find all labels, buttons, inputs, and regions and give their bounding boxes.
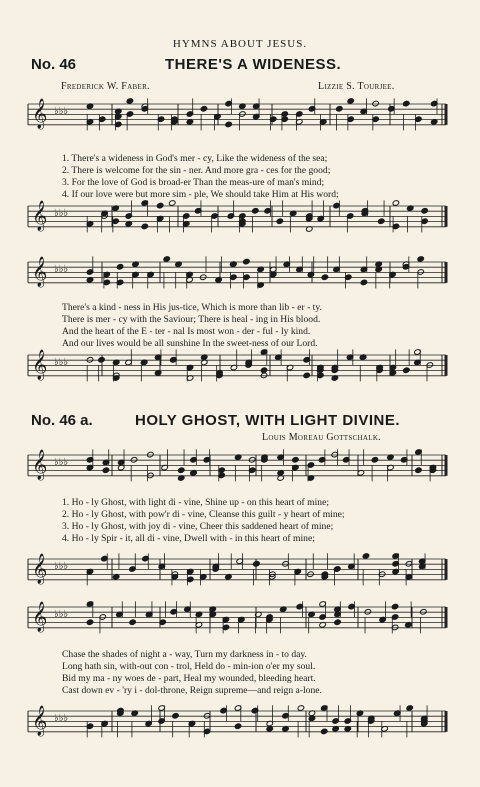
note-head — [102, 467, 109, 473]
note-head — [371, 457, 378, 463]
note-head — [391, 603, 398, 609]
note-head — [321, 274, 328, 280]
key-signature-icon: ♭♭♭ — [54, 106, 69, 117]
lyric-line: 3. For the love of God is broad-er Than the meas-ure of man's mind; — [62, 177, 325, 188]
lyric-line: 4. If our love were but more sim - ple, We should take Him at His word; — [62, 189, 339, 200]
note-head — [253, 561, 260, 567]
note-head — [334, 619, 341, 625]
key-signature-icon: ♭♭♭ — [54, 561, 69, 572]
note-head — [260, 367, 267, 373]
note-head — [116, 264, 123, 270]
clef-icon: 𝄞 — [32, 257, 48, 287]
key-signature-icon: ♭♭♭ — [54, 713, 69, 724]
note-head — [129, 619, 136, 625]
clef-icon: 𝄞 — [32, 201, 48, 231]
note-head — [417, 256, 424, 262]
note-head — [297, 705, 304, 711]
hymn-46-composer: Lizzie S. Tourjee. — [318, 81, 395, 92]
note-head — [169, 200, 176, 206]
note-head — [392, 200, 399, 206]
clef-icon: 𝄞 — [32, 450, 48, 480]
note-head — [86, 619, 93, 625]
lyric-line: There is mer - cy with the Saviour; There is heal - ing in His blood. — [62, 314, 321, 325]
hymn-46-title: THERE'S A WIDENESS. — [165, 56, 342, 73]
lyric-line: Cast down ev - 'ry i - dol-throne, Reign supreme—and reign a-lone. — [62, 685, 322, 696]
note-head — [156, 202, 163, 208]
lyric-line: Bid my ma - ny woes de - part, Heal my wounded, bleeding heart. — [62, 673, 316, 684]
lyric-line: Long hath sin, with-out con - trol, Held do - min-ion o'er my soul. — [62, 661, 316, 672]
note-head — [276, 218, 283, 224]
note-head — [378, 218, 385, 224]
lyric-line: 2. Ho - ly Ghost, with pow'r di - vine, Cleanse this guilt - y heart of mine; — [62, 509, 345, 520]
note-head — [421, 208, 428, 214]
clef-icon: 𝄞 — [32, 350, 48, 380]
key-signature-icon: ♭♭♭ — [54, 264, 69, 275]
note-head — [141, 223, 148, 229]
key-signature-icon: ♭♭♭ — [54, 609, 69, 620]
note-head — [178, 467, 185, 473]
lyric-line: 4. Ho - ly Spir - it, all di - vine, Dwell with - in this heart of mine; — [62, 533, 315, 544]
hymn-46-number: No. 46 — [31, 56, 77, 73]
note-head — [347, 98, 354, 104]
note-head — [126, 98, 133, 104]
hymn-46a-composer: Louis Moreau Gottschalk. — [262, 432, 381, 443]
note-head — [252, 208, 259, 214]
note-head — [225, 121, 232, 127]
note-head — [200, 106, 207, 112]
note-head — [321, 728, 328, 734]
hymn-46a-number: No. 46 a. — [31, 412, 93, 429]
lyric-line: And our lives would be all sunshine In the sweet-ness of our Lord. — [62, 338, 318, 349]
note-head — [372, 100, 379, 106]
note-head — [243, 258, 250, 264]
note-head — [406, 705, 413, 711]
note-head — [234, 723, 241, 729]
lyric-line: Chase the shades of night a - way, Turn my darkness in - to day. — [62, 649, 307, 660]
lyric-line: 1. Ho - ly Ghost, with light di - vine, Shine up - on this heart of mine; — [62, 497, 329, 508]
note-head — [415, 467, 422, 473]
note-head — [403, 100, 410, 106]
note-head — [360, 279, 367, 285]
note-head — [172, 713, 179, 719]
lyric-line: 2. There is welcome for the sin - ner. And more gra - ces for the good; — [62, 165, 331, 176]
clef-icon: 𝄞 — [32, 554, 48, 584]
note-head — [303, 372, 310, 378]
key-signature-icon: ♭♭♭ — [54, 357, 69, 368]
note-head — [403, 367, 410, 373]
lyric-line: 1. There's a wideness in God's mer - cy, Like the wideness of the sea; — [62, 153, 328, 164]
clef-icon: 𝄞 — [32, 99, 48, 129]
note-head — [98, 357, 105, 363]
note-head — [292, 457, 299, 463]
note-head — [163, 256, 170, 262]
lyric-line: There's a kind - ness in His jus-tice, Which is more than lib - er - ty. — [62, 302, 322, 313]
clef-icon: 𝄞 — [32, 706, 48, 736]
note-head — [362, 553, 369, 559]
note-head — [86, 357, 93, 363]
lyric-line: And the heart of the E - ter - nal Is most won - der - ful - ly kind. — [62, 326, 311, 337]
running-head: HYMNS ABOUT JESUS. — [172, 38, 308, 50]
note-head — [336, 106, 343, 112]
hymn-46-author: Frederick W. Faber. — [61, 81, 150, 92]
lyric-line: 3. Ho - ly Ghost, with joy di - vine, Cheer this saddened heart of mine; — [62, 521, 334, 532]
hymn-46a-title: HOLY GHOST, WITH LIGHT DIVINE. — [135, 412, 401, 429]
key-signature-icon: ♭♭♭ — [54, 208, 69, 219]
clef-icon: 𝄞 — [32, 602, 48, 632]
key-signature-icon: ♭♭♭ — [54, 457, 69, 468]
